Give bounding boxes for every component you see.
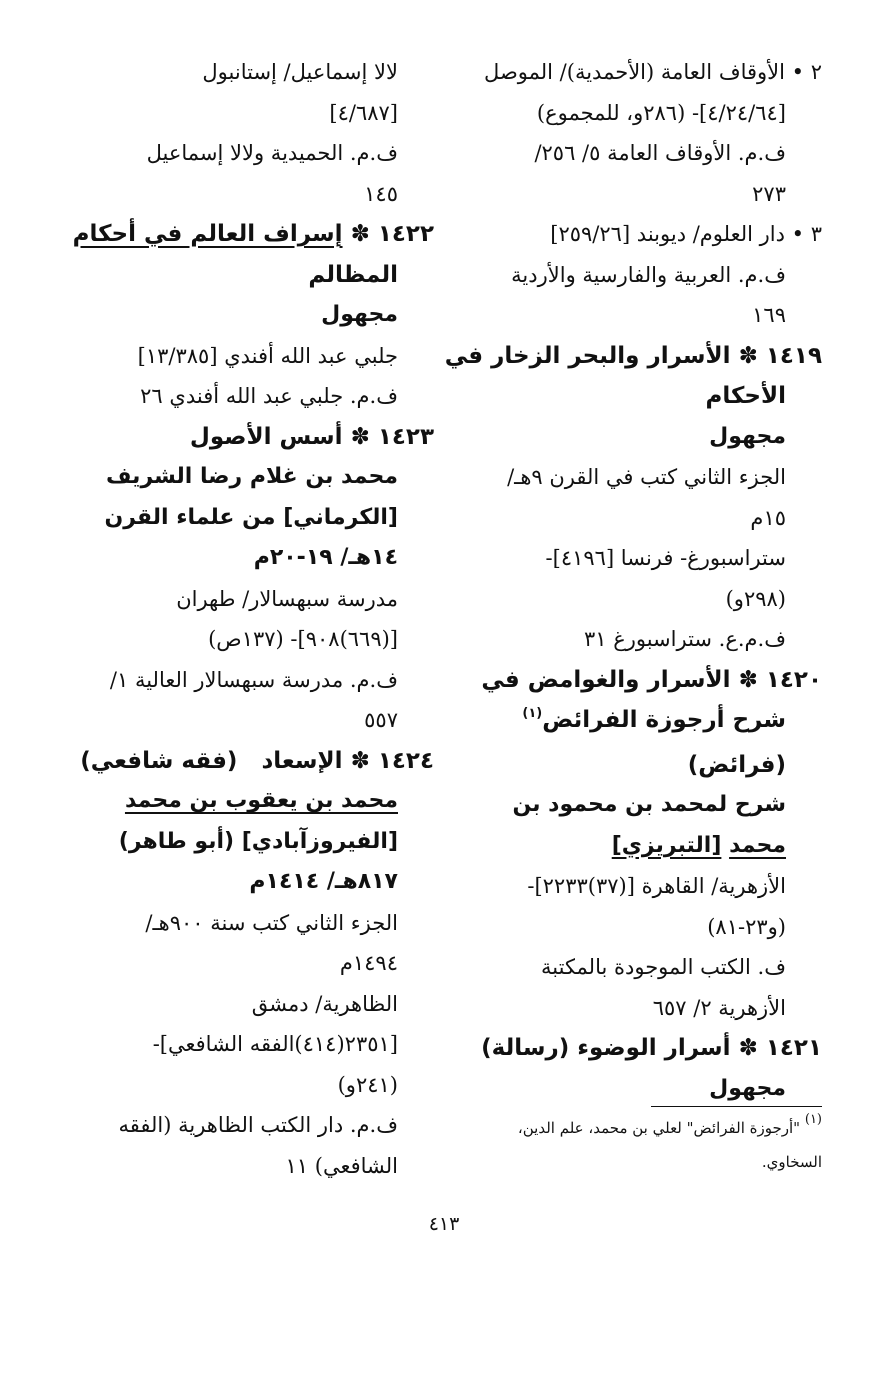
entry-author-cont xyxy=(486,826,822,867)
entry-line: ٣ • دار العلوم/ ديوبند [٢٥٩/٢٦] xyxy=(550,222,822,246)
entry-line: الجزء الثاني كتب في القرن ٩هـ/ xyxy=(507,465,786,489)
entry-line: ف.م. دار الكتب الظاهرية (الفقه xyxy=(118,1113,398,1137)
entry-title: الأسرار والغوامض في xyxy=(481,666,731,693)
entry-title: أسس الأصول xyxy=(189,423,343,450)
entry-author: محمد بن يعقوب بن محمد xyxy=(124,788,398,813)
entry-number: ١٤٢٢ ✽ xyxy=(350,221,434,247)
entry-number: ١٤٢١ ✽ xyxy=(738,1035,822,1061)
entry-line: ف.م. جلبي عبد الله أفندي ٢٦ xyxy=(140,384,398,408)
author-nisba: [التبريزي] xyxy=(611,832,722,858)
footnote-divider xyxy=(651,1106,822,1107)
entry-line: ستراسبورغ- فرنسا [٤١٩٦]- xyxy=(545,546,786,570)
entry-line: (و٢٣-٨١) xyxy=(707,914,786,939)
entry-number: ١٤٢٣ ✽ xyxy=(350,423,434,450)
footnote-number: (١) xyxy=(804,1112,822,1127)
entry-line: ف.م.ع. ستراسبورغ ٣١ xyxy=(583,627,786,651)
entry-heading-1420 xyxy=(481,660,822,701)
entry-title: أسرار الوضوء (رسالة) xyxy=(481,1035,731,1061)
entry-line: الظاهرية/ دمشق xyxy=(251,991,398,1016)
entry-line: ف.م. الحميدية ولالا إسماعيل xyxy=(146,141,398,165)
entry-line: [٢٣٥١(٤١٤)الفقه الشافعي]- xyxy=(152,1032,398,1056)
entry-title-cont: الأحكام xyxy=(705,383,786,409)
entry-heading-1422 xyxy=(72,214,434,255)
entry-author-cont: [الفيروزآبادي] (أبو طاهر) xyxy=(118,828,398,854)
entry-title: إسراف العالم في أحكام xyxy=(72,221,343,247)
entry-line: الشافعي) ١١ xyxy=(285,1153,398,1178)
entry-line: الأزهرية/ القاهرة [(٣٧)٢٢٣٣]- xyxy=(527,874,786,898)
entry-line: لالا إسماعيل/ إستانبول xyxy=(202,60,398,84)
entry-line: ١٦٩ xyxy=(752,303,786,327)
entry-number: ١٤٢٤ ✽ xyxy=(350,747,434,774)
entry-number: ١٤١٩ ✽ xyxy=(738,342,822,369)
entry-line: جلبي عبد الله أفندي [١٣/٣٨٥] xyxy=(137,343,398,368)
entry-line: ف. الكتب الموجودة بالمكتبة xyxy=(541,955,786,979)
entry-title-cont xyxy=(486,700,822,745)
entry-author: محمد بن غلام رضا الشريف xyxy=(105,464,398,489)
entry-line: ٢ • الأوقاف العامة (الأحمدية)/ الموصل xyxy=(484,60,822,84)
entry-line: (٢٩٨و) xyxy=(725,586,786,611)
entry-author: مجهول xyxy=(709,1075,786,1101)
entry-author: مجهول xyxy=(709,423,786,449)
entry-line: [٤/٢٤/٦٤]- (٢٨٦و، للمجموع) xyxy=(536,100,786,125)
entry-line: ١٤٥ xyxy=(364,181,398,206)
entry-title: الأسرار والبحر الزخار في xyxy=(444,342,731,369)
footnote-marker: (١) xyxy=(522,706,543,721)
entry-author-cont: [الكرماني] من علماء القرن xyxy=(104,504,398,530)
entry-line: الأزهرية ٢/ ٦٥٧ xyxy=(652,995,786,1020)
entry-line: [(٦٦٩)٩٠٨]- (١٣٧ص) xyxy=(208,627,398,651)
entry-author: شرح لمحمد بن محمود بن xyxy=(512,792,786,817)
right-column xyxy=(444,52,822,1109)
entry-line: مدرسة سبهسالار/ طهران xyxy=(176,586,398,611)
entry-subject: (فرائض) xyxy=(687,751,786,778)
footnote xyxy=(480,1112,822,1179)
entry-line: ٥٥٧ xyxy=(364,708,398,732)
entry-heading-1421 xyxy=(481,1028,822,1069)
entry-heading-1424 xyxy=(80,741,434,782)
entry-line: ٢٧٣ xyxy=(752,181,786,206)
entry-number: ١٤٢٠ ✽ xyxy=(738,666,822,693)
entry-subject: (فقه شافعي) xyxy=(80,747,238,774)
entry-line: (٢٤١و) xyxy=(337,1072,398,1097)
entry-heading-1423 xyxy=(100,417,434,458)
author-name: محمد xyxy=(729,832,786,858)
entry-heading-1419 xyxy=(444,336,822,377)
left-column xyxy=(72,52,434,1186)
entry-line: ف.م. الأوقاف العامة ٥/ ٢٥٦/ xyxy=(534,141,786,165)
page-number: ٤١٣ xyxy=(428,1213,460,1235)
entry-line: ف.م. العربية والفارسية والأردية xyxy=(511,262,786,287)
entry-title: الإسعاد xyxy=(261,747,343,774)
entry-author-dates: ٨١٧هـ/ ١٤١٤م xyxy=(249,869,398,894)
entry-line: ١٤٩٤م xyxy=(339,951,398,975)
entry-line: ف.م. مدرسة سبهسالار العالية ١/ xyxy=(109,667,398,692)
entry-title-cont: المظالم xyxy=(308,261,398,288)
entry-line: ١٥م xyxy=(750,505,786,530)
footnote-text: "أرجوزة الفرائض" لعلي بن محمد، علم الدين، السخاوي. xyxy=(517,1119,822,1171)
entry-author-dates: ١٤هـ/ ١٩-٢٠م xyxy=(253,545,398,570)
entry-line: الجزء الثاني كتب سنة ٩٠٠هـ/ xyxy=(145,910,398,935)
entry-title-text: شرح أرجوزة الفرائض xyxy=(542,707,786,733)
entry-author: مجهول xyxy=(321,302,398,327)
entry-line: [٤/٦٨٧] xyxy=(329,100,398,125)
